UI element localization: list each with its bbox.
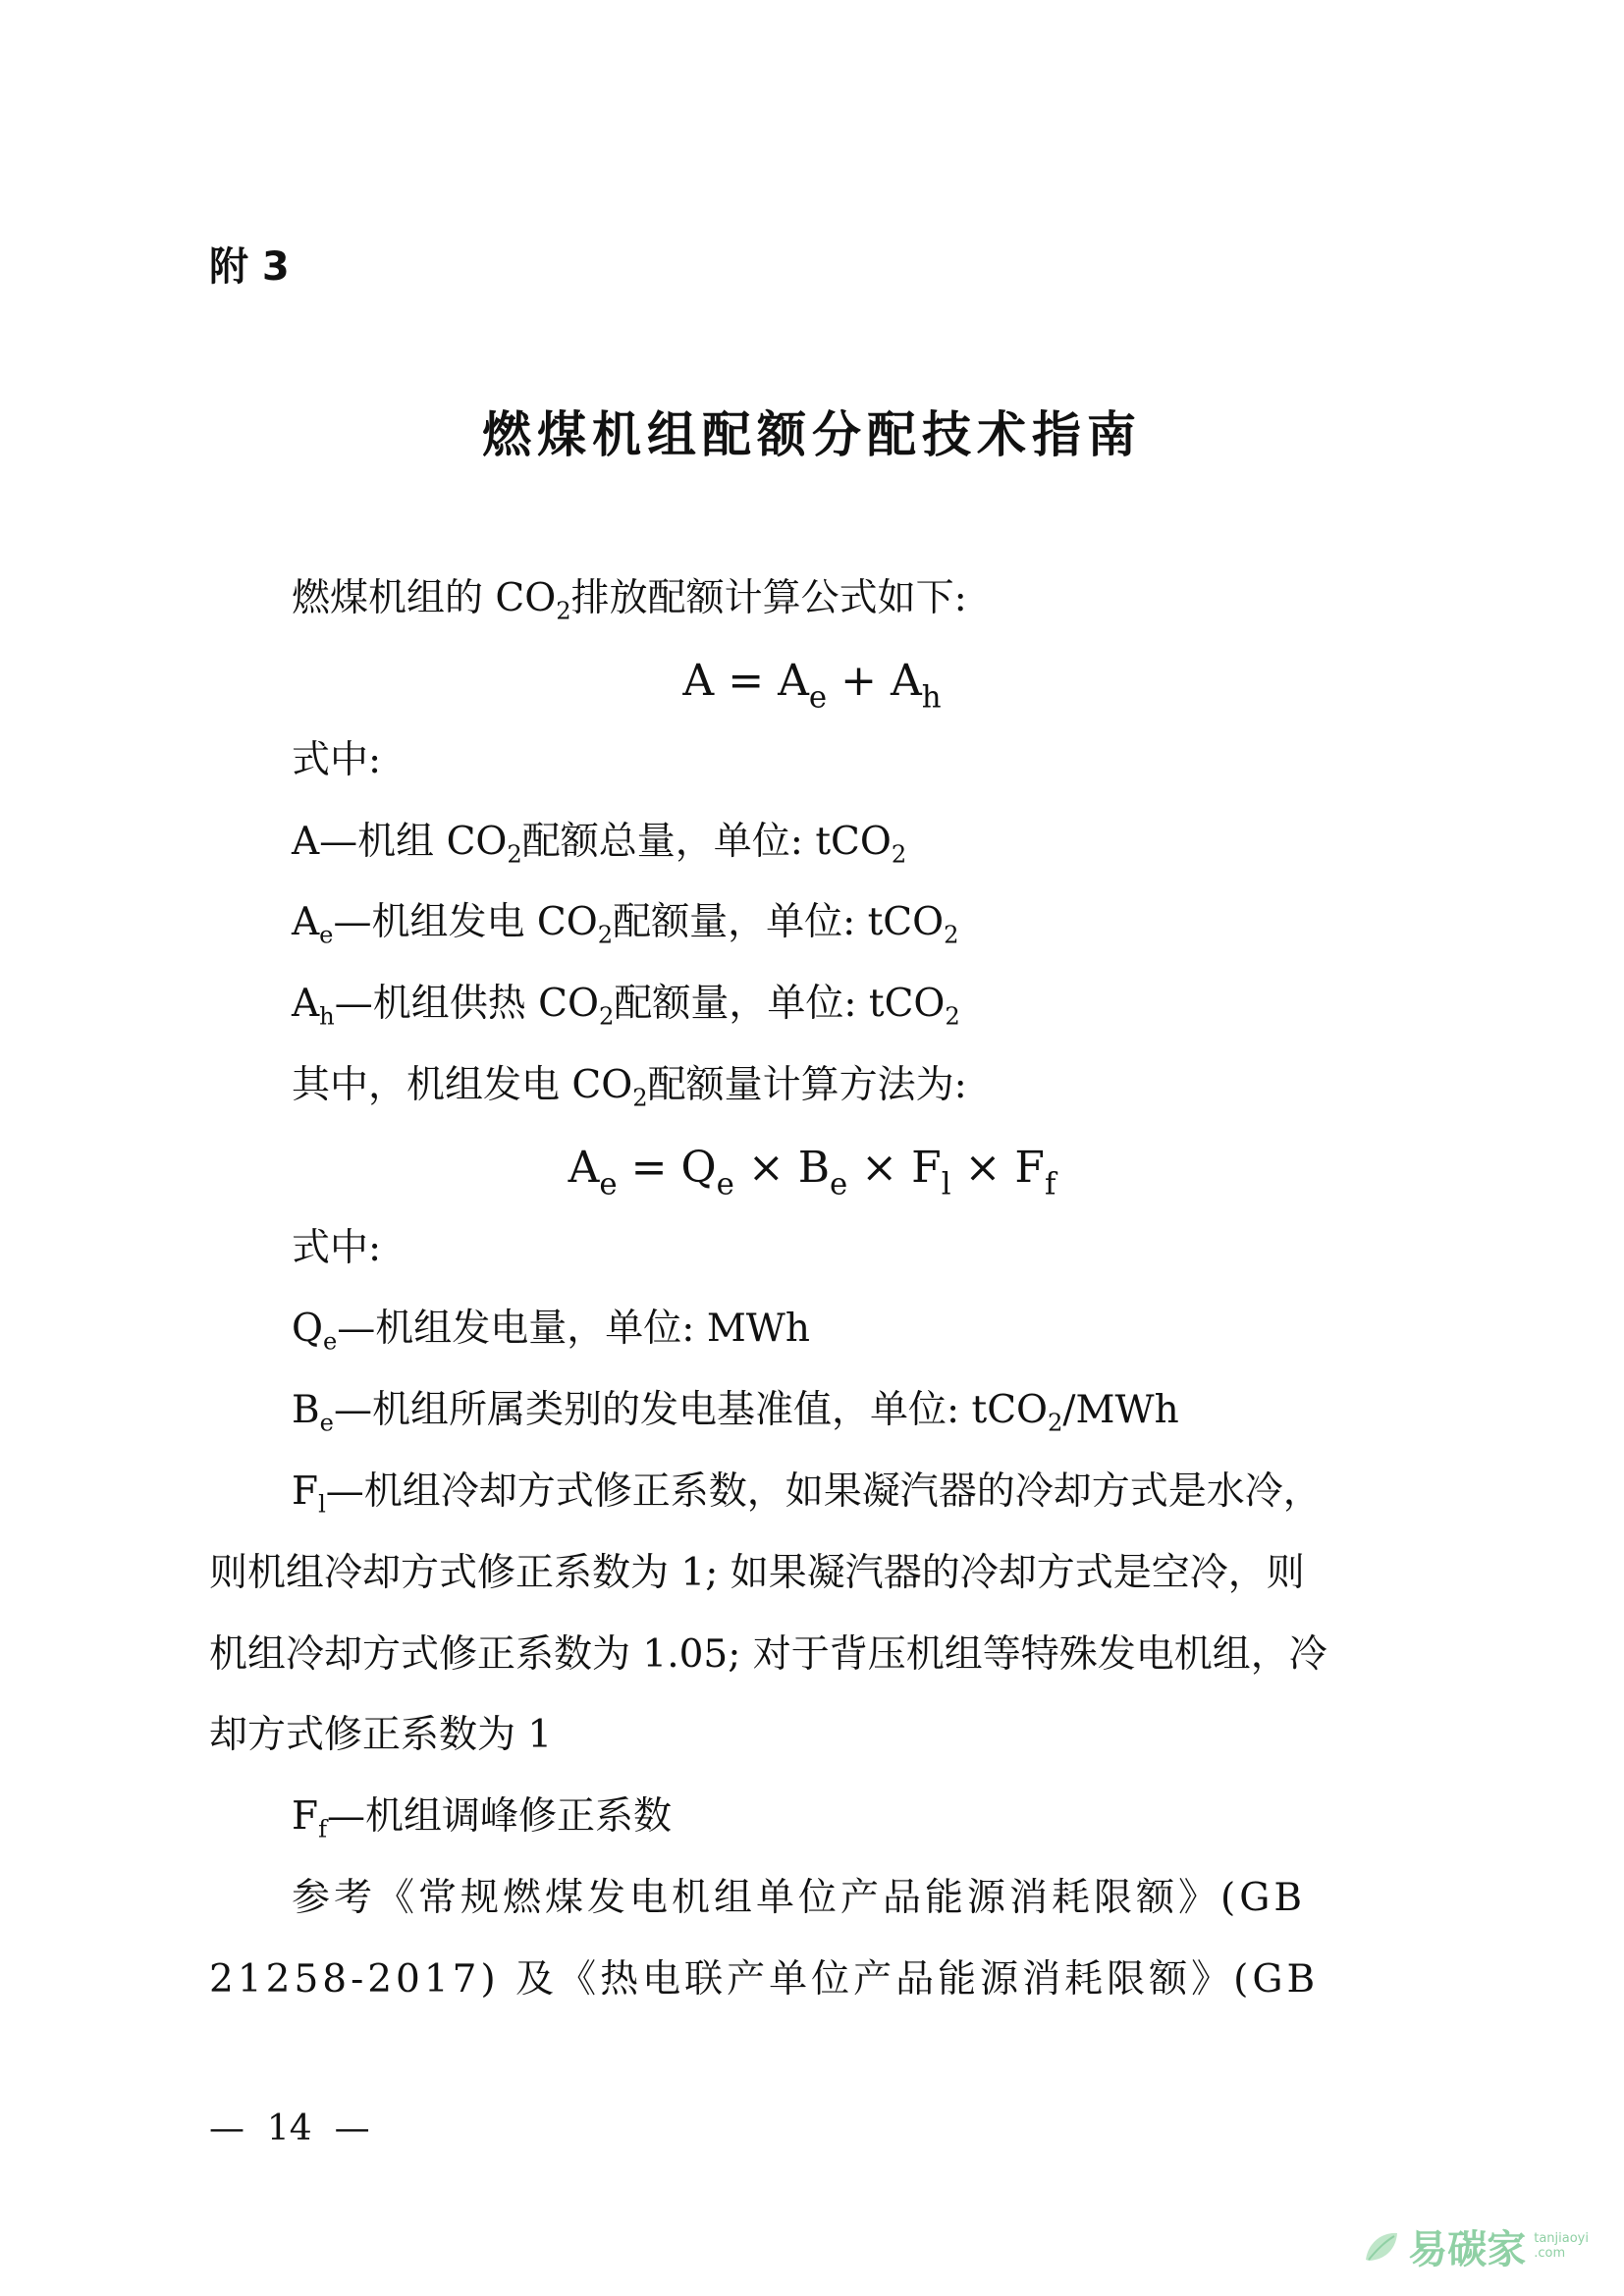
definition-fl-line3: 机组冷却方式修正系数为 1.05; 对于背压机组等特殊发电机组，冷: [209, 1632, 1327, 1677]
def-text: —机组冷却方式修正系数，如果凝汽器的冷却方式是水冷，: [325, 1469, 1322, 1514]
formula-term: A: [890, 656, 922, 706]
method-sub: 2: [632, 1084, 648, 1112]
formula-sub: f: [1044, 1166, 1056, 1202]
def-symbol: A: [292, 820, 320, 864]
reference-line1: 参考《常规燃煤发电机组单位产品能源消耗限额》(GB: [292, 1876, 1307, 1920]
formula-operator: =: [630, 1143, 668, 1193]
formula-sub: h: [921, 679, 942, 716]
definition-be: [292, 1388, 1179, 1437]
def-symbol-sub: h: [319, 1002, 335, 1031]
def-text: 配额量，单位: tCO: [614, 982, 946, 1026]
def-text: —机组发电量，单位: MWh: [337, 1307, 810, 1351]
intro-text: 燃煤机组的 CO: [292, 576, 557, 620]
formula-operator: ×: [861, 1143, 898, 1193]
watermark: [1363, 2218, 1589, 2274]
formula-term: A: [682, 656, 715, 706]
def-unit-sub: 2: [891, 840, 907, 869]
def-text: 配额量，单位: tCO: [613, 900, 945, 944]
intro-text-post: 排放配额计算公式如下:: [570, 576, 967, 620]
def-symbol: B: [292, 1388, 320, 1432]
def-text-sub: 2: [597, 921, 614, 949]
def-text-sub: 2: [1048, 1409, 1063, 1437]
formula-sub: e: [808, 679, 828, 716]
def-text: —机组供热 CO: [334, 982, 599, 1026]
def-symbol: Q: [292, 1307, 323, 1351]
definition-ff: [292, 1794, 673, 1843]
definition-fl-line1: [292, 1469, 1322, 1519]
watermark-domain: [1534, 2232, 1589, 2261]
def-symbol: A: [292, 982, 320, 1026]
def-symbol: A: [292, 900, 320, 944]
def-symbol-sub: l: [318, 1490, 326, 1519]
formula-total: [0, 656, 1624, 716]
def-symbol: F: [292, 1469, 319, 1514]
definition-ae: [292, 900, 959, 949]
def-text: /MWh: [1062, 1388, 1179, 1432]
def-text-sub: 2: [598, 1002, 615, 1031]
def-symbol-sub: e: [322, 1327, 338, 1356]
def-symbol-sub: e: [319, 921, 334, 949]
formula-sub: e: [599, 1166, 618, 1202]
def-text: —机组调峰修正系数: [327, 1794, 673, 1839]
where-label-2: 式中:: [292, 1226, 382, 1270]
page-number: — 14 —: [209, 2109, 370, 2149]
definition-ah: [292, 982, 960, 1031]
watermark-domain-1: tanjiaoyi: [1534, 2231, 1589, 2247]
formula-operator: ×: [747, 1143, 785, 1193]
page-title: 燃煤机组配额分配技术指南: [482, 406, 1142, 463]
definition-fl-line4: 却方式修正系数为 1: [209, 1713, 553, 1757]
def-symbol-sub: f: [318, 1815, 328, 1843]
formula-term: F: [911, 1143, 942, 1193]
formula-term: Q: [680, 1143, 717, 1193]
def-symbol-sub: e: [319, 1409, 334, 1437]
formula-operator: ×: [964, 1143, 1001, 1193]
formula-term: F: [1014, 1143, 1045, 1193]
definition-fl-line2: 则机组冷却方式修正系数为 1; 如果凝汽器的冷却方式是空冷，则: [209, 1551, 1305, 1595]
reference-line2: 21258-2017) 及《热电联产单位产品能源消耗限额》(GB: [209, 1957, 1320, 2002]
attachment-label: 附 3: [209, 244, 290, 290]
formula-term: A: [568, 1143, 600, 1193]
method-text-post: 配额量计算方法为:: [647, 1063, 967, 1107]
def-symbol: F: [292, 1794, 319, 1839]
definition-qe: [292, 1309, 810, 1354]
where-label: 式中:: [292, 738, 382, 782]
intro-line: [292, 576, 967, 625]
def-text: —机组所属类别的发电基准值，单位: tCO: [333, 1388, 1049, 1432]
formula-power: [0, 1143, 1624, 1202]
formula-sub: e: [830, 1166, 848, 1202]
def-text-sub: 2: [507, 840, 522, 869]
formula-sub: l: [941, 1166, 951, 1202]
intro-sub: 2: [556, 597, 571, 625]
watermark-text: 易碳家: [1408, 2227, 1527, 2272]
watermark-domain-2: .com: [1534, 2245, 1566, 2261]
def-unit-sub: 2: [945, 1002, 960, 1031]
formula-operator: =: [728, 656, 765, 706]
leaf-icon: [1363, 2230, 1400, 2264]
formula-term: B: [797, 1143, 831, 1193]
def-text: —机组 CO: [319, 820, 508, 864]
method-line: [292, 1063, 967, 1112]
formula-sub: e: [716, 1166, 734, 1202]
method-text: 其中，机组发电 CO: [292, 1063, 633, 1107]
def-unit-sub: 2: [944, 921, 959, 949]
def-text: —机组发电 CO: [333, 900, 598, 944]
def-text: 配额总量，单位: tCO: [521, 820, 892, 864]
definition-a: [292, 820, 907, 869]
formula-operator: +: [840, 656, 877, 706]
formula-term: A: [778, 656, 809, 706]
